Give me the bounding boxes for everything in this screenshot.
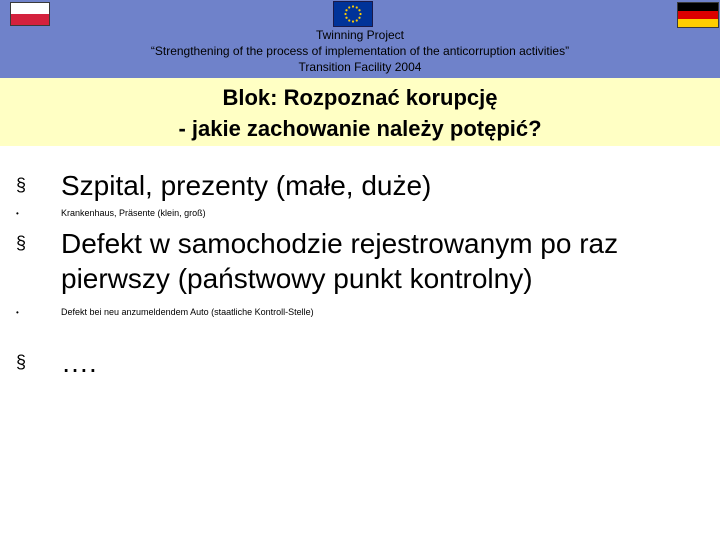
bullet-marker: § xyxy=(16,175,27,195)
header-bar xyxy=(0,0,720,78)
eu-star-icon xyxy=(348,6,350,8)
bullet-text-ellipsis: …. xyxy=(61,347,97,378)
bullet-text-pl: Defekt w samochodzie rejestrowanym po raz pierwszy (państwowy punkt kontrolny) xyxy=(61,228,619,294)
title-band xyxy=(0,78,720,146)
germany-flag-icon xyxy=(677,2,719,28)
eu-star-icon xyxy=(352,5,354,7)
poland-flag-icon xyxy=(10,2,50,26)
eu-star-icon xyxy=(356,19,358,21)
bullet-marker: • xyxy=(16,209,19,218)
eu-star-icon xyxy=(345,17,347,19)
eu-star-icon xyxy=(356,6,358,8)
header-text xyxy=(0,27,720,75)
project-name: Twinning Project xyxy=(315,28,405,42)
eu-star-icon xyxy=(345,9,347,11)
eu-star-icon xyxy=(348,19,350,21)
eu-star-icon xyxy=(358,9,360,11)
project-title: “Strengthening of the process of implementation of the anticorruption activities” xyxy=(150,44,570,58)
slide-title-line-2: - jakie zachowanie należy potępić? xyxy=(178,116,542,141)
bullet-text-de: Defekt bei neu anzumeldendem Auto (staatliche Kontroll-Stelle) xyxy=(61,307,314,317)
facility-name: Transition Facility 2004 xyxy=(298,60,422,74)
eu-star-icon xyxy=(344,13,346,15)
bullet-marker: § xyxy=(16,233,27,253)
eu-flag-icon xyxy=(333,1,373,27)
eu-star-icon xyxy=(352,20,354,22)
slide-title-line-1: Blok: Rozpoznać korupcję xyxy=(222,85,498,110)
eu-star-icon xyxy=(358,17,360,19)
bullet-text-pl: Szpital, prezenty (małe, duże) xyxy=(61,170,432,201)
bullet-marker: § xyxy=(16,352,27,372)
bullet-marker: • xyxy=(16,308,19,317)
eu-star-icon xyxy=(359,13,361,15)
bullet-text-de: Krankenhaus, Präsente (klein, groß) xyxy=(61,208,206,218)
